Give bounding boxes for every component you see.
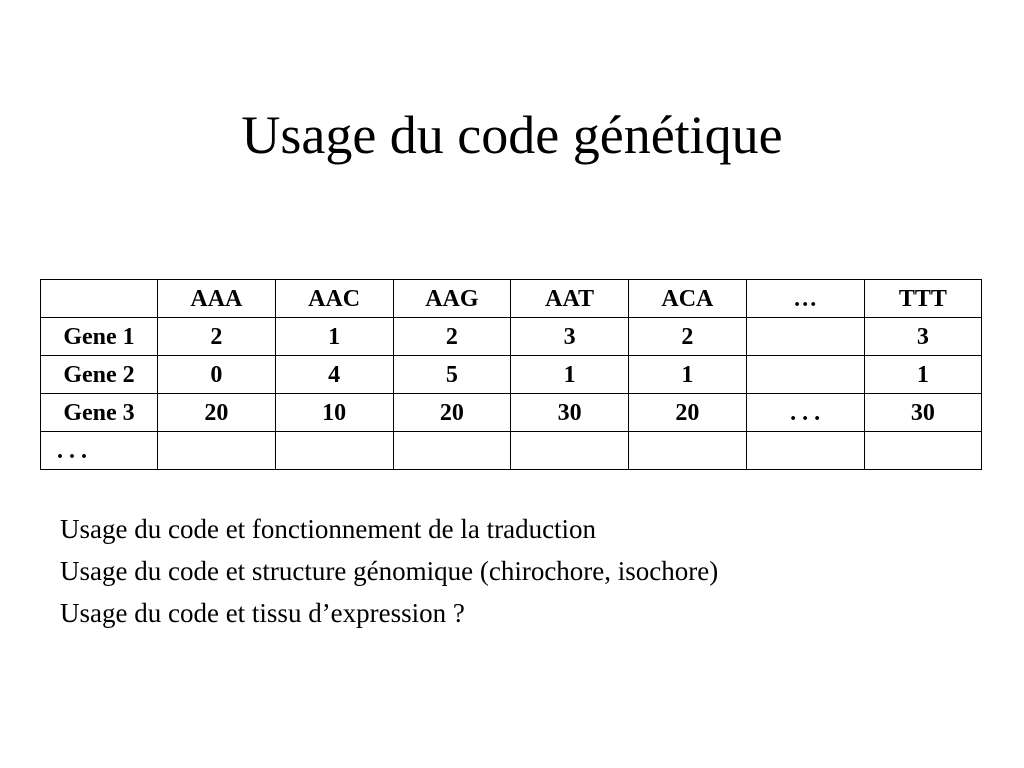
- table-row: [41, 356, 982, 394]
- notes-list: [60, 508, 718, 634]
- table-row: [41, 318, 982, 356]
- codon-header-aac: AAC: [275, 280, 393, 318]
- codon-header-aag: AAG: [393, 280, 511, 318]
- note-item: Usage du code et fonctionnement de la traduction: [60, 514, 597, 544]
- table-cell: [511, 432, 629, 470]
- table-cell: . . .: [746, 394, 864, 432]
- row-label-gene-2: Gene 2: [41, 356, 158, 394]
- table-cell: 2: [393, 318, 511, 356]
- table-cell: 3: [511, 318, 629, 356]
- table-row: [41, 394, 982, 432]
- codon-header-ttt: TTT: [864, 280, 982, 318]
- table-cell: 1: [629, 356, 747, 394]
- codon-usage-table: [40, 279, 982, 470]
- table-cell: [864, 432, 982, 470]
- table-cell: [746, 318, 864, 356]
- row-label-ellipsis: . . .: [41, 432, 158, 470]
- row-label-gene-1: Gene 1: [41, 318, 158, 356]
- table-cell: [746, 356, 864, 394]
- table-cell: [158, 432, 276, 470]
- table-cell: 30: [864, 394, 982, 432]
- table-cell: [746, 432, 864, 470]
- table-cell: [275, 432, 393, 470]
- table-cell: 20: [629, 394, 747, 432]
- table-cell: [629, 432, 747, 470]
- table-cell: 3: [864, 318, 982, 356]
- table-cell: 1: [511, 356, 629, 394]
- table-cell: 5: [393, 356, 511, 394]
- table-cell: 2: [158, 318, 276, 356]
- table-corner-cell: [41, 280, 158, 318]
- table-cell: 20: [393, 394, 511, 432]
- table-cell: 10: [275, 394, 393, 432]
- table-cell: [393, 432, 511, 470]
- table-cell: 30: [511, 394, 629, 432]
- table-row: [41, 432, 982, 470]
- table-cell: 1: [864, 356, 982, 394]
- table-cell: 1: [275, 318, 393, 356]
- slide-title: Usage du code génétique: [241, 105, 783, 165]
- codon-header-aca: ACA: [629, 280, 747, 318]
- table-header-row: [41, 280, 982, 318]
- codon-header-aaa: AAA: [158, 280, 276, 318]
- codon-header-aat: AAT: [511, 280, 629, 318]
- row-label-gene-3: Gene 3: [41, 394, 158, 432]
- table-cell: 20: [158, 394, 276, 432]
- table-cell: 4: [275, 356, 393, 394]
- note-item: Usage du code et tissu d’expression ?: [60, 598, 465, 628]
- note-item: Usage du code et structure génomique (chirochore, isochore): [60, 556, 719, 586]
- table-cell: 0: [158, 356, 276, 394]
- codon-header-ellipsis: …: [746, 280, 864, 318]
- table-cell: 2: [629, 318, 747, 356]
